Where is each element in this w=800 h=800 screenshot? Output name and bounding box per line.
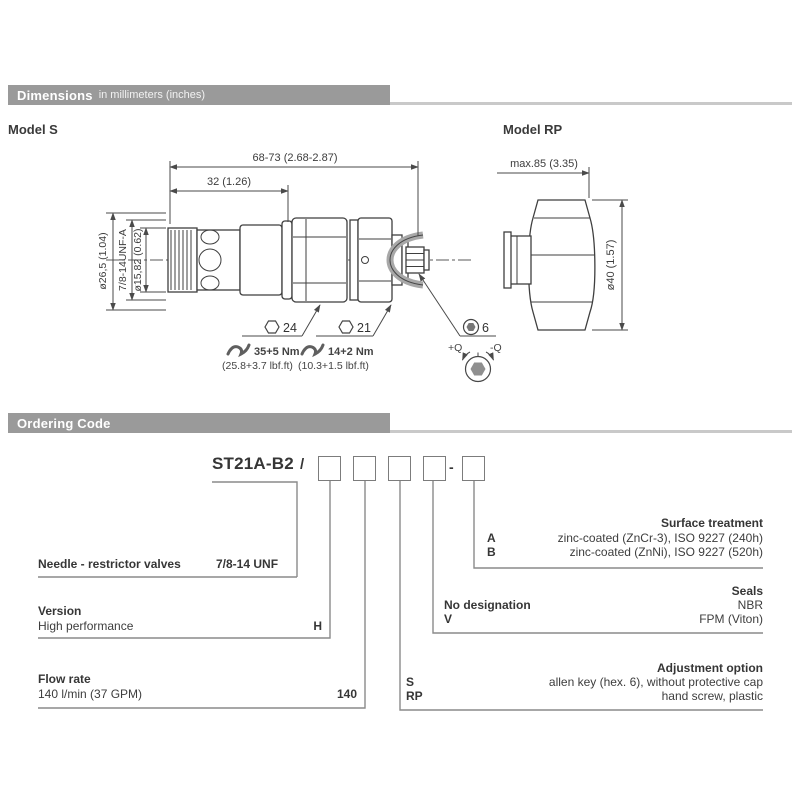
adjustment-code-rp: RP <box>406 689 423 703</box>
allen-key-balloon <box>419 274 496 336</box>
flow-desc: 140 l/min (37 GPM) <box>38 687 143 701</box>
dim-body-dia-text: ø26,5 (1.04) <box>97 232 109 290</box>
dim-thread-length <box>170 176 288 222</box>
adjustment-label: Adjustment option <box>657 661 763 675</box>
torque-body-note <box>222 345 300 372</box>
knob-stem <box>510 236 531 284</box>
dim-rp-length-text: max.85 (3.35) <box>510 158 578 170</box>
seals-option-nbr: NBR <box>737 598 763 612</box>
adjustment-option-2: hand screw, plastic <box>661 689 763 703</box>
version-code: H <box>313 619 322 633</box>
hex-nut-icon <box>265 321 279 333</box>
dimensions-header-bar <box>8 85 390 105</box>
flow-plus-label: +Q <box>448 342 463 354</box>
model-rp-drawing <box>490 150 660 350</box>
type-value: 7/8-14 UNF <box>216 557 279 571</box>
dimensions-subtitle: in millimeters (inches) <box>98 89 206 101</box>
valve-body <box>168 218 429 302</box>
seals-label: Seals <box>731 584 763 598</box>
torque-body-lbf: (25.8+3.7 lbf.ft) <box>222 360 293 372</box>
flow-minus-label: -Q <box>490 342 502 354</box>
hex21-balloon <box>316 305 391 336</box>
flow-code: 140 <box>336 687 357 701</box>
allen-value: 6 <box>482 321 489 335</box>
ordering-section-header <box>8 413 794 433</box>
dim-knob-dia-text: ø40 (1.57) <box>605 239 617 291</box>
torque-wrench-icon <box>302 345 323 354</box>
knob-body <box>504 200 595 330</box>
surface-label: Surface treatment <box>660 516 763 530</box>
hex-24-section <box>292 218 347 302</box>
dim-nose-dia-text: ø15,82 (0.62) <box>132 228 144 292</box>
ordering-header-bar <box>8 413 390 433</box>
dim-thread-length-text: 32 (1.26) <box>206 176 252 188</box>
seals-option-fpm: FPM (Viton) <box>699 612 763 626</box>
ordering-code-dash: - <box>449 459 454 475</box>
torque-locknut-nm: 14+2 Nm <box>328 346 374 358</box>
ordering-code-separator: / <box>300 456 305 473</box>
dimensions-header-rule <box>390 102 792 105</box>
hex21-value: 21 <box>357 321 371 335</box>
seals-code-v: V <box>444 612 453 626</box>
dimensions-section-header <box>8 85 794 105</box>
torque-locknut-note <box>298 345 374 372</box>
model-s-drawing <box>40 140 520 386</box>
hex24-value: 24 <box>283 321 297 335</box>
surface-option-a: zinc-coated (ZnCr-3), ISO 9227 (240h) <box>557 531 763 545</box>
surface-code-a: A <box>487 531 496 545</box>
surface-option-b: zinc-coated (ZnNi), ISO 9227 (520h) <box>569 545 763 559</box>
torque-locknut-lbf: (10.3+1.5 lbf.ft) <box>298 360 369 372</box>
version-desc: High performance <box>38 619 134 633</box>
hex24-balloon <box>242 305 320 336</box>
model-rp-label: Model RP <box>503 122 563 137</box>
dimensions-title: Dimensions <box>17 87 93 103</box>
seals-code-none: No designation <box>444 598 531 612</box>
torque-body-nm: 35+5 Nm <box>254 346 300 358</box>
type-label: Needle - restrictor valves <box>38 557 181 571</box>
ordering-title: Ordering Code <box>17 415 111 431</box>
dim-knob-dia <box>592 200 628 330</box>
adjustment-option-1: allen key (hex. 6), without protective cap <box>548 675 763 689</box>
hex-nut-icon <box>339 321 353 333</box>
dim-thread-text: 7/8-14UNF-A <box>117 229 129 291</box>
dim-overall-length-text: 68-73 (2.68-2.87) <box>252 152 338 164</box>
torque-wrench-icon <box>228 345 249 354</box>
adjustment-code-s: S <box>406 675 415 689</box>
surface-code-b: B <box>487 545 496 559</box>
model-s-label: Model S <box>8 122 58 137</box>
ordering-code-prefix: ST21A-B2 <box>212 454 294 473</box>
flow-label: Flow rate <box>38 672 91 686</box>
version-label: Version <box>38 604 82 618</box>
dim-rp-length <box>497 158 589 198</box>
